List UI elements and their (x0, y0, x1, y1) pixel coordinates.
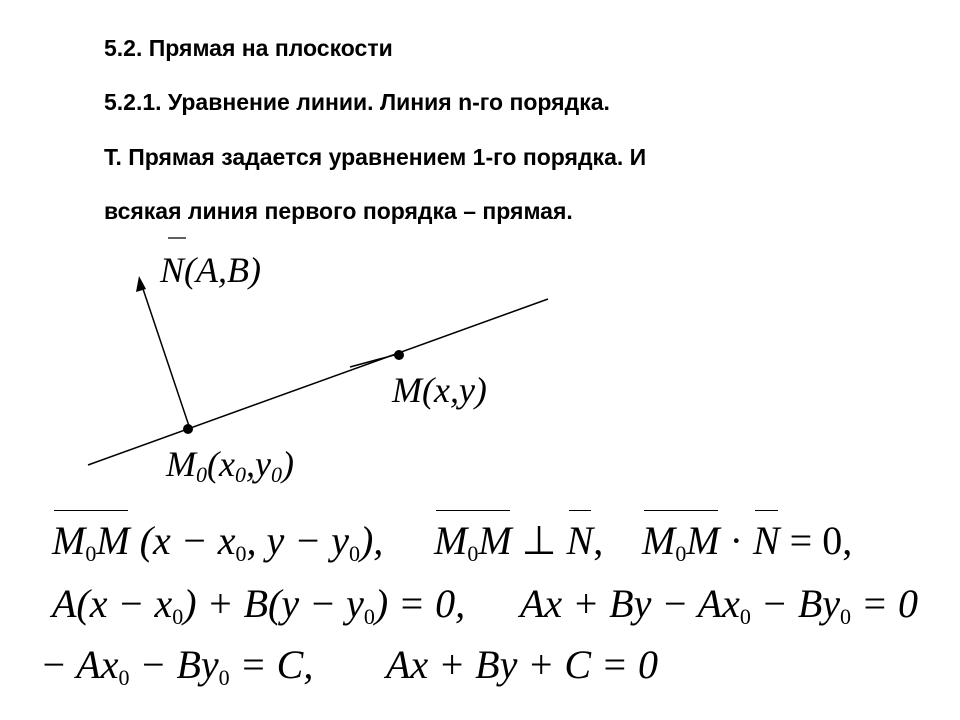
formula-expanded: $Ax + By - Ax_0 - By_0 = 0$ (520, 581, 919, 629)
subsection-title: 5.2.1. Уравнение линии. Линия n-го порядка. (104, 89, 610, 115)
formula-general-form: $A(x - x_0) + B(y - y_0) = 0$, (52, 581, 466, 629)
normal-vector-label: N(A,B) (160, 250, 261, 290)
formula-perpendicular: $M_0M$ ⊥ N, (434, 518, 604, 566)
section-title: 5.2. Прямая на плоскости (104, 35, 393, 61)
normal-vector-shaft (141, 283, 190, 429)
theorem-line-2: всякая линия первого порядка – прямая. (104, 198, 573, 224)
theorem-line-1: Т. Прямая задается уравнением 1-го порядка. И (104, 144, 647, 170)
point-m-label: M(x,y) (392, 370, 487, 410)
formula-line-equation: Ax + By + C = 0 (386, 642, 659, 687)
point-m-dot (394, 350, 404, 360)
formula-vector-m0m: $M_0M$ ($x - x_0$, $y - y_0$), (52, 518, 384, 566)
point-m0-label: $M_0(x_0,y_0)$ (166, 444, 294, 487)
vector-m0m-overlap (350, 354, 398, 367)
formula-constant-c: − $Ax_0 - By_0 = C$, (40, 642, 314, 690)
formula-dot-product: $M_0M \cdot N = 0$, (642, 518, 853, 566)
point-m0-dot (183, 424, 193, 434)
normal-vector-arrowhead (136, 276, 146, 292)
